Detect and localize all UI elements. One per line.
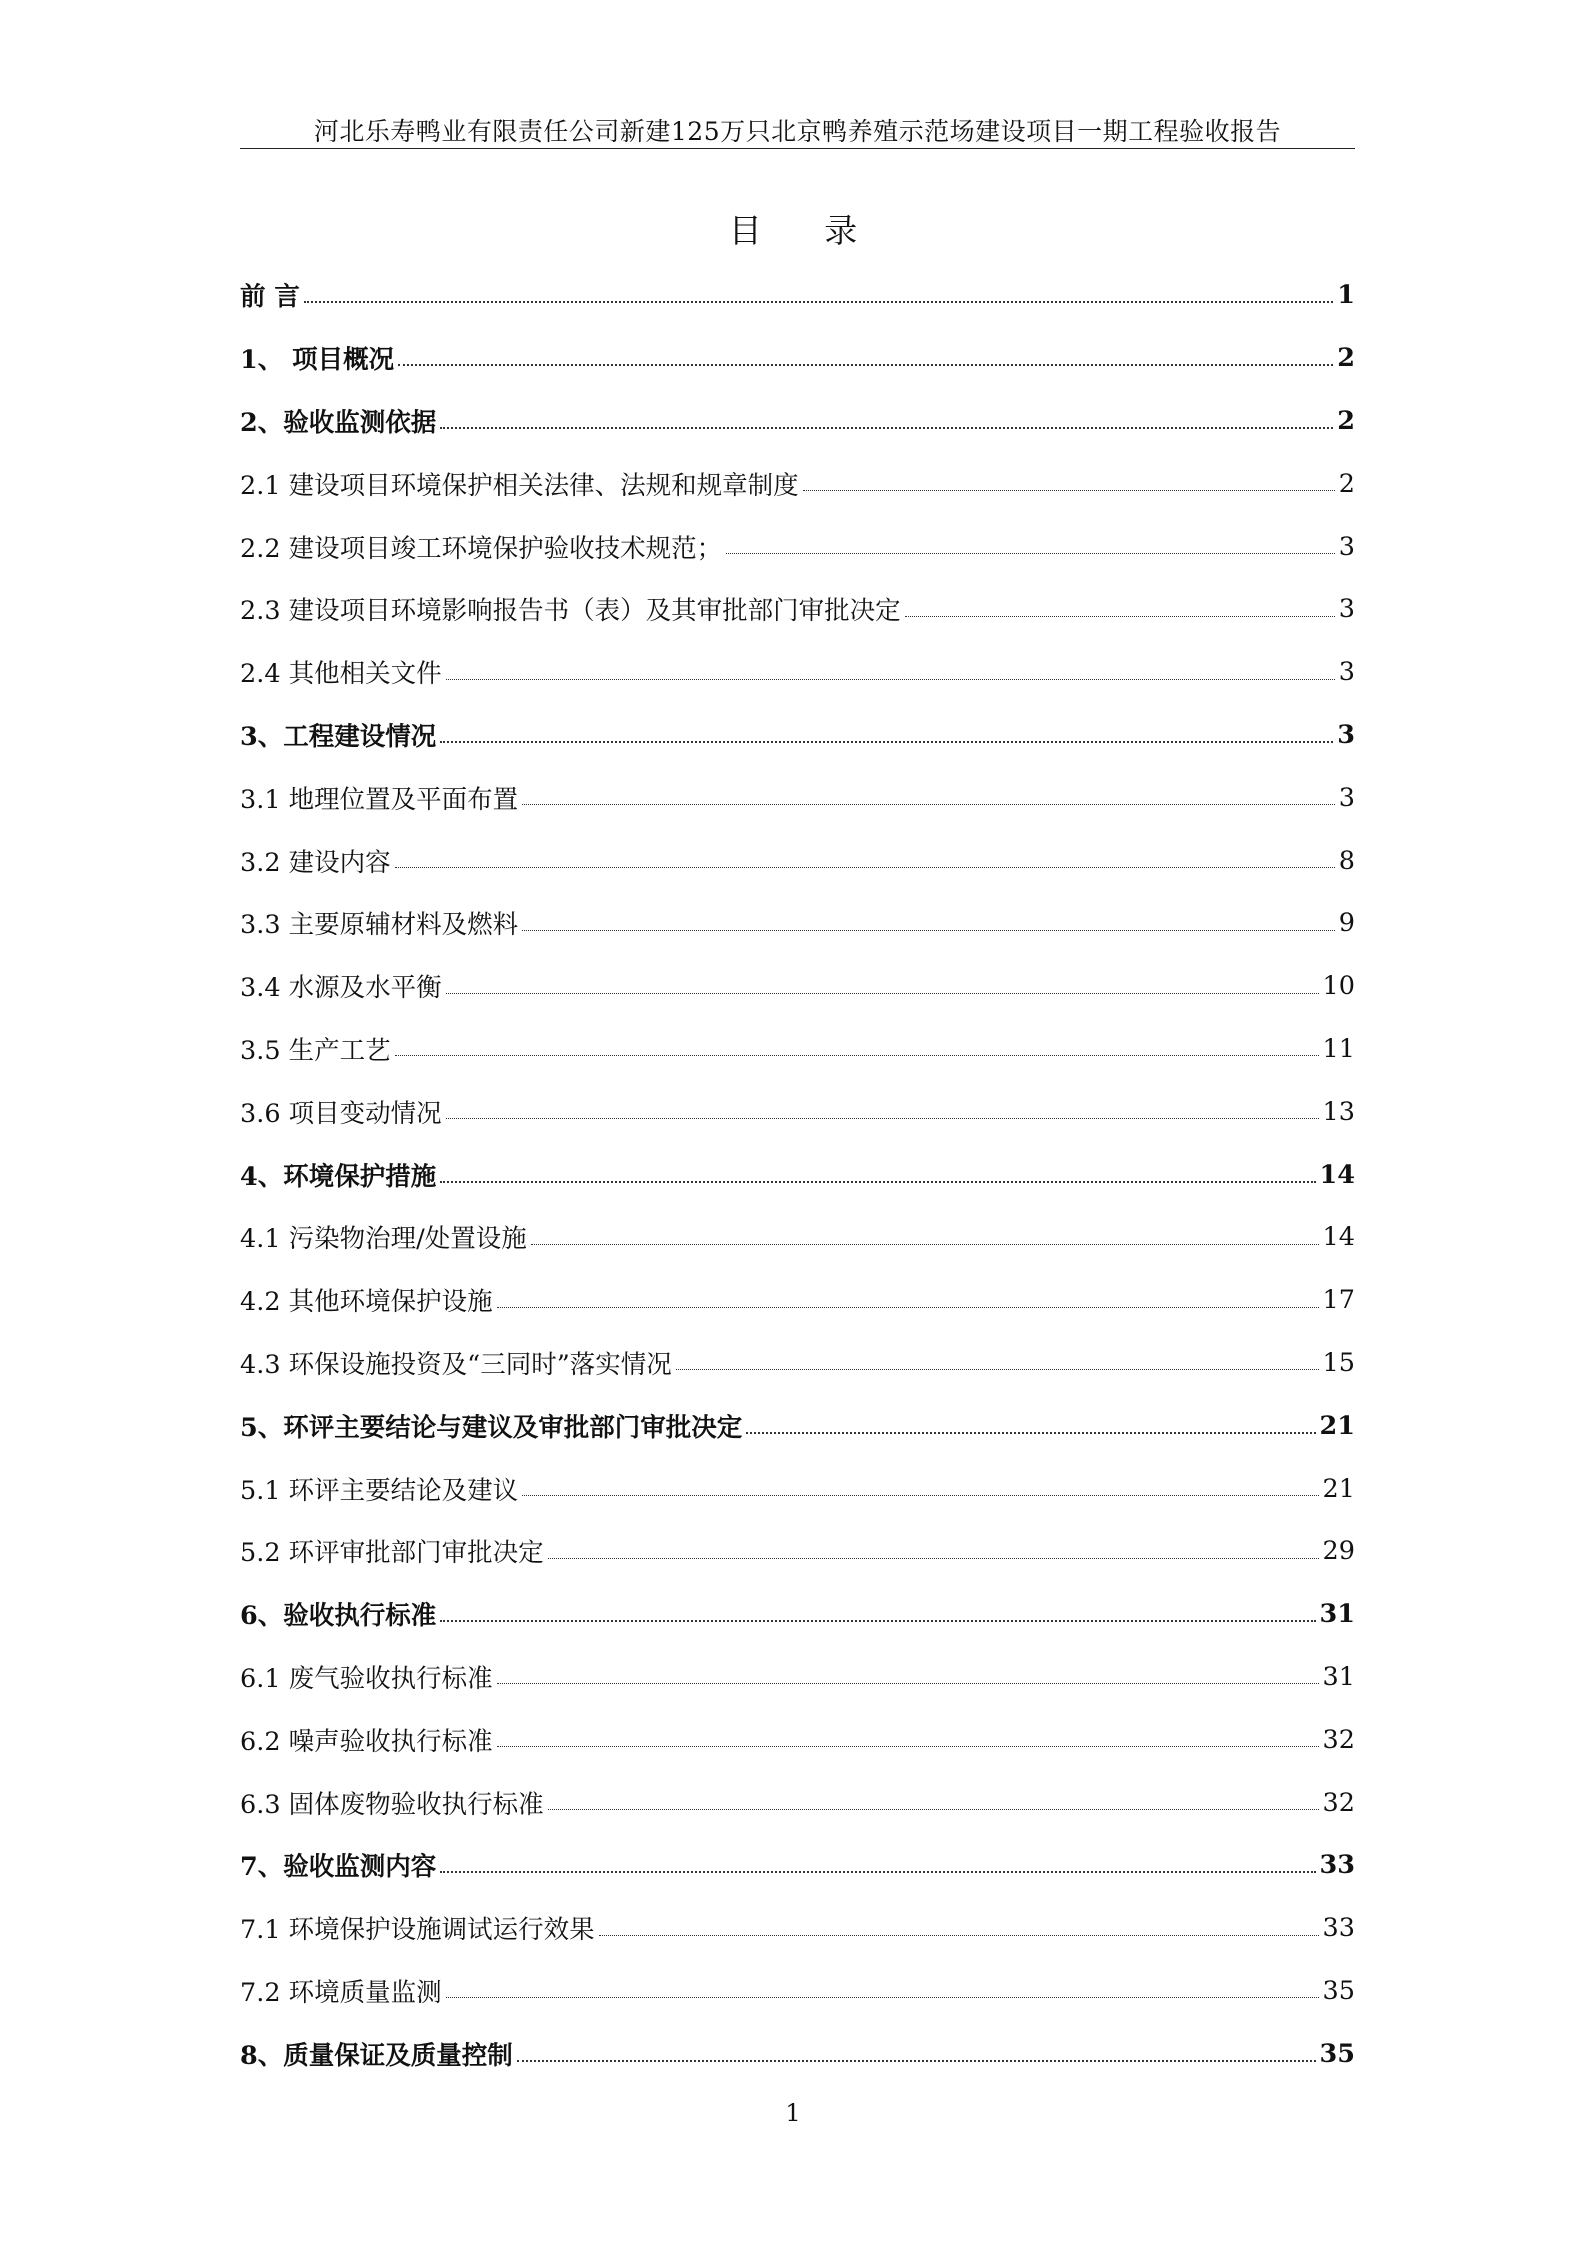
- toc-entry-label: 7.2 环境质量监测: [240, 1977, 442, 2008]
- toc-entry-page-number: 2: [1337, 343, 1355, 374]
- toc-entry-page-number: 17: [1322, 1285, 1355, 1316]
- toc-entry[interactable]: [240, 515, 1355, 578]
- toc-entry-page-number: 1: [1337, 280, 1355, 311]
- dot-leader: [803, 490, 1335, 491]
- toc-entry[interactable]: [240, 1332, 1355, 1395]
- toc-entry-page-number: 15: [1322, 1347, 1355, 1378]
- toc-entry-label: 7、验收监测内容: [240, 1852, 437, 1883]
- toc-entry-label: 6.1 废气验收执行标准: [240, 1663, 493, 1694]
- toc-entry-label: 3.1 地理位置及平面布置: [240, 784, 519, 815]
- toc-entry-page-number: 3: [1338, 594, 1355, 625]
- dot-leader: [522, 1495, 1318, 1496]
- toc-entry-label: 6.3 固体废物验收执行标准: [240, 1789, 544, 1820]
- toc-entry-label: 3.5 生产工艺: [240, 1035, 391, 1066]
- toc-entry-page-number: 14: [1319, 1159, 1355, 1190]
- toc-entry-label: 5、环评主要结论与建议及审批部门审批决定: [240, 1412, 743, 1443]
- toc-entry[interactable]: [240, 1018, 1355, 1081]
- dot-leader: [497, 1683, 1319, 1684]
- toc-entry-label: 2.1 建设项目环境保护相关法律、法规和规章制度: [240, 470, 799, 501]
- toc-entry[interactable]: [240, 1457, 1355, 1520]
- dot-leader: [517, 2060, 1316, 2062]
- toc-entry-page-number: 35: [1322, 1975, 1355, 2006]
- toc-entry-label: 3、工程建设情况: [240, 721, 437, 752]
- toc-entry[interactable]: [240, 892, 1355, 955]
- toc-entry-page-number: 8: [1338, 845, 1355, 876]
- toc-entry-label: 5.1 环评主要结论及建议: [240, 1475, 519, 1506]
- toc-entry-label: 6、验收执行标准: [240, 1601, 437, 1632]
- dot-leader: [446, 1118, 1319, 1119]
- dot-leader: [440, 741, 1333, 743]
- dot-leader: [599, 1935, 1319, 1936]
- toc-entry[interactable]: [240, 1960, 1355, 2023]
- toc-entry-page-number: 3: [1338, 657, 1355, 688]
- toc-entry[interactable]: [240, 766, 1355, 829]
- toc-entry-page-number: 2: [1338, 468, 1355, 499]
- toc-entry-page-number: 21: [1322, 1473, 1355, 1504]
- toc-entry[interactable]: [240, 390, 1355, 453]
- dot-leader: [548, 1558, 1319, 1559]
- toc-entry[interactable]: [240, 1520, 1355, 1583]
- toc-entry[interactable]: [240, 704, 1355, 767]
- toc-entry-label: 4.2 其他环境保护设施: [240, 1287, 493, 1318]
- toc-entry-page-number: 31: [1319, 1599, 1355, 1630]
- toc-entry[interactable]: [240, 264, 1355, 327]
- dot-leader: [497, 1746, 1319, 1747]
- dot-leader: [531, 1244, 1319, 1245]
- toc-entry-label: 2.3 建设项目环境影响报告书（表）及其审批部门审批决定: [240, 596, 901, 627]
- toc-entry-page-number: 3: [1337, 719, 1355, 750]
- toc-entry-page-number: 33: [1322, 1913, 1355, 1944]
- dot-leader: [746, 1432, 1315, 1434]
- toc-title: 目 录: [728, 211, 884, 250]
- dot-leader: [497, 1307, 1319, 1308]
- toc-entry-label: 4.1 污染物治理/处置设施: [240, 1224, 527, 1255]
- toc-entry-label: 3.3 主要原辅材料及燃料: [240, 910, 519, 941]
- page-number: 1: [785, 2099, 801, 2127]
- toc-entry-label: 7.1 环境保护设施调试运行效果: [240, 1915, 595, 1946]
- toc-entry-page-number: 3: [1338, 531, 1355, 562]
- dot-leader: [905, 616, 1335, 617]
- toc-entry-page-number: 11: [1322, 1033, 1355, 1064]
- header-rule: [240, 148, 1355, 149]
- dot-leader: [440, 1181, 1315, 1183]
- toc-entry-label: 4.3 环保设施投资及“三同时”落实情况: [240, 1349, 672, 1380]
- toc-entry-page-number: 9: [1338, 908, 1355, 939]
- toc-entry-page-number: 31: [1322, 1661, 1355, 1692]
- toc-entry-label: 3.2 建设内容: [240, 847, 391, 878]
- dot-leader: [440, 427, 1333, 429]
- dot-leader: [726, 553, 1335, 554]
- toc-entry-page-number: 3: [1338, 782, 1355, 813]
- dot-leader: [440, 1871, 1315, 1873]
- toc-entry[interactable]: [240, 1897, 1355, 1960]
- toc-entry[interactable]: [240, 1080, 1355, 1143]
- dot-leader: [395, 867, 1335, 868]
- toc-entry-label: 2.2 建设项目竣工环境保护验收技术规范；: [240, 533, 723, 564]
- toc-entry[interactable]: [240, 452, 1355, 515]
- dot-leader: [395, 1055, 1319, 1056]
- dot-leader: [676, 1369, 1319, 1370]
- toc-entry[interactable]: [240, 1269, 1355, 1332]
- toc-entry-label: 3.6 项目变动情况: [240, 1098, 442, 1129]
- toc-entry-page-number: 33: [1319, 1850, 1355, 1881]
- toc-entry[interactable]: [240, 1834, 1355, 1897]
- toc-entry-page-number: 32: [1322, 1787, 1355, 1818]
- dot-leader: [522, 930, 1335, 931]
- toc-entry-page-number: 2: [1337, 405, 1355, 436]
- toc-entry[interactable]: [240, 1206, 1355, 1269]
- toc-entry[interactable]: [240, 1646, 1355, 1709]
- toc-entry-page-number: 21: [1319, 1410, 1355, 1441]
- toc-entry[interactable]: [240, 1143, 1355, 1206]
- dot-leader: [522, 804, 1335, 805]
- toc-entry[interactable]: [240, 1394, 1355, 1457]
- toc-entry-label: 2、验收监测依据: [240, 407, 437, 438]
- toc-entry-page-number: 14: [1322, 1222, 1355, 1253]
- toc-entry-label: 前 言: [240, 282, 300, 313]
- toc-entry-page-number: 13: [1322, 1096, 1355, 1127]
- toc-entry[interactable]: [240, 1583, 1355, 1646]
- toc-entry-label: 1、 项目概况: [240, 345, 395, 376]
- dot-leader: [446, 1997, 1319, 1998]
- toc-entry-page-number: 29: [1322, 1536, 1355, 1567]
- toc-entry[interactable]: [240, 829, 1355, 892]
- toc-entry[interactable]: [240, 578, 1355, 641]
- toc-entry[interactable]: [240, 641, 1355, 704]
- dot-leader: [398, 364, 1333, 366]
- running-header: 河北乐寿鸭业有限责任公司新建125万只北京鸭养殖示范场建设项目一期工程验收报告: [313, 117, 1282, 146]
- toc-entry-page-number: 32: [1322, 1724, 1355, 1755]
- toc-entry-page-number: 10: [1322, 971, 1355, 1002]
- dot-leader: [440, 1620, 1315, 1622]
- toc-entry-label: 3.4 水源及水平衡: [240, 973, 442, 1004]
- toc-entry-label: 5.2 环评审批部门审批决定: [240, 1538, 544, 1569]
- toc-entry-label: 8、质量保证及质量控制: [240, 2040, 513, 2071]
- dot-leader: [548, 1809, 1319, 1810]
- toc-entry[interactable]: [240, 2022, 1355, 2085]
- toc-entry[interactable]: [240, 1708, 1355, 1771]
- toc-list: [240, 264, 1355, 2085]
- toc-entry[interactable]: [240, 327, 1355, 390]
- toc-entry-label: 2.4 其他相关文件: [240, 659, 442, 690]
- toc-entry[interactable]: [240, 1771, 1355, 1834]
- dot-leader: [446, 993, 1319, 994]
- toc-entry[interactable]: [240, 955, 1355, 1018]
- toc-entry-page-number: 35: [1319, 2038, 1355, 2069]
- dot-leader: [446, 679, 1335, 680]
- toc-entry-label: 4、环境保护措施: [240, 1161, 437, 1192]
- toc-entry-label: 6.2 噪声验收执行标准: [240, 1726, 493, 1757]
- dot-leader: [304, 301, 1333, 303]
